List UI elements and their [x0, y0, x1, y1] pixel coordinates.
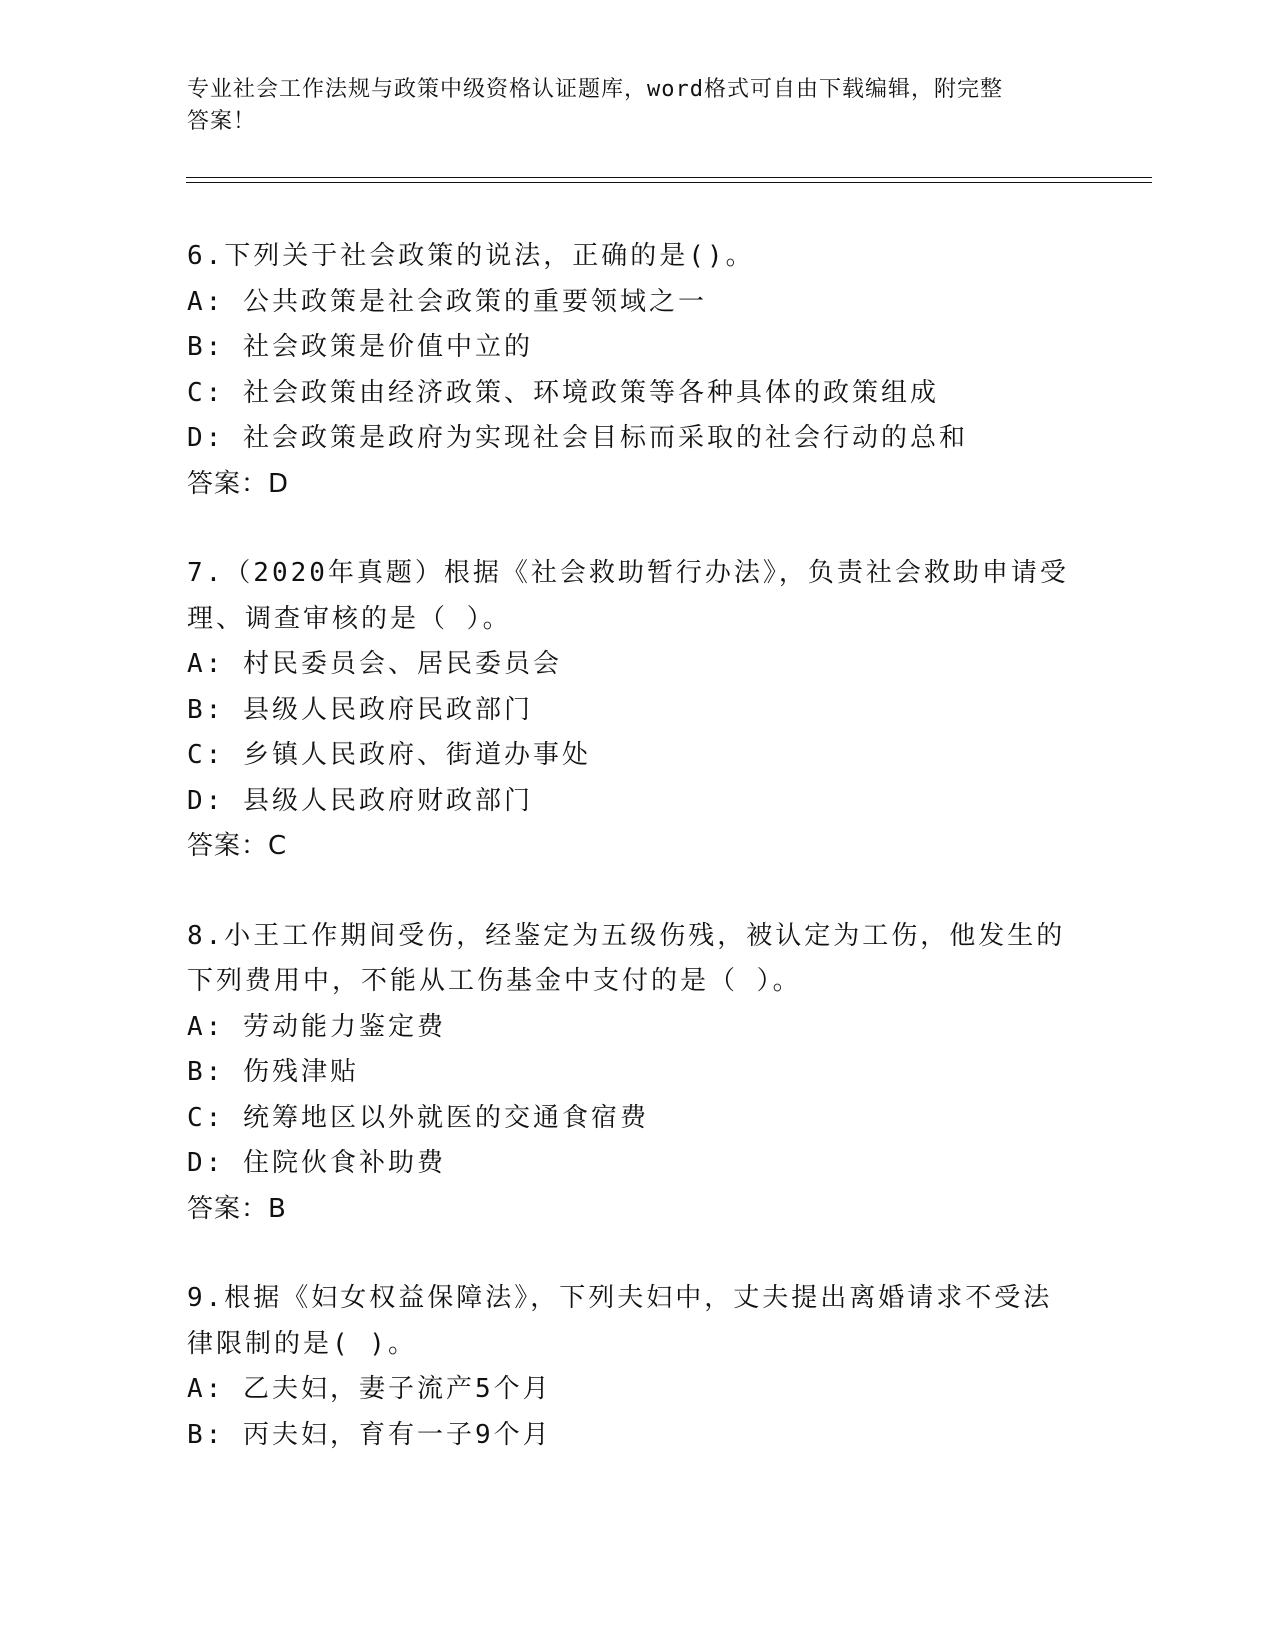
- option-d: D: 社会政策是政府为实现社会目标而采取的社会行动的总和: [187, 423, 968, 453]
- question-6: [187, 234, 1087, 507]
- option-a: A: 乙夫妇，妻子流产5个月: [187, 1374, 552, 1404]
- header-line-1: 专业社会工作法规与政策中级资格认证题库，word格式可自由下载编辑，附完整: [187, 77, 1003, 102]
- option-d: D: 住院伙食补助费: [187, 1148, 446, 1178]
- option-b: B: 县级人民政府民政部门: [187, 694, 533, 725]
- question-stem-continued: 律限制的是( )。: [187, 1328, 417, 1359]
- option-b: B: 伤残津贴: [187, 1057, 359, 1087]
- header-rule-top: [186, 177, 1152, 178]
- question-9: [187, 1276, 1087, 1458]
- answer-label: 答案：D: [187, 468, 290, 499]
- option-c: C: 统筹地区以外就医的交通食宿费: [187, 1102, 649, 1133]
- header-line-2: 答案！: [187, 109, 257, 134]
- question-7: [187, 551, 1087, 870]
- answer-label: 答案：C: [187, 831, 288, 861]
- option-c: C: 社会政策由经济政策、环境政策等各种具体的政策组成: [187, 377, 939, 408]
- header-rule-bottom: [186, 182, 1152, 183]
- question-list: [187, 234, 1087, 1502]
- question-stem: 6.下列关于社会政策的说法，正确的是()。: [187, 241, 755, 271]
- option-b: B: 丙夫妇，育有一子9个月: [187, 1419, 552, 1450]
- question-stem: 9.根据《妇女权益保障法》，下列夫妇中，丈夫提出离婚请求不受法: [187, 1283, 1053, 1313]
- answer-label: 答案：B: [187, 1193, 287, 1224]
- option-c: C: 乡镇人民政府、街道办事处: [187, 740, 591, 770]
- option-a: A: 村民委员会、居民委员会: [187, 649, 562, 679]
- option-d: D: 县级人民政府财政部门: [187, 785, 533, 816]
- question-stem-continued: 理、调查审核的是（ ）。: [187, 603, 512, 634]
- question-8: [187, 914, 1087, 1233]
- question-stem-continued: 下列费用中，不能从工伤基金中支付的是（ ）。: [187, 966, 802, 996]
- question-stem: 7.（2020年真题）根据《社会救助暂行办法》，负责社会救助申请受: [187, 558, 1069, 588]
- document-header: [187, 74, 1087, 138]
- option-b: B: 社会政策是价值中立的: [187, 332, 533, 362]
- option-a: A: 劳动能力鉴定费: [187, 1011, 446, 1042]
- question-stem: 8.小王工作期间受伤，经鉴定为五级伤残，被认定为工伤，他发生的: [187, 920, 1066, 951]
- option-a: A: 公共政策是社会政策的重要领域之一: [187, 286, 707, 317]
